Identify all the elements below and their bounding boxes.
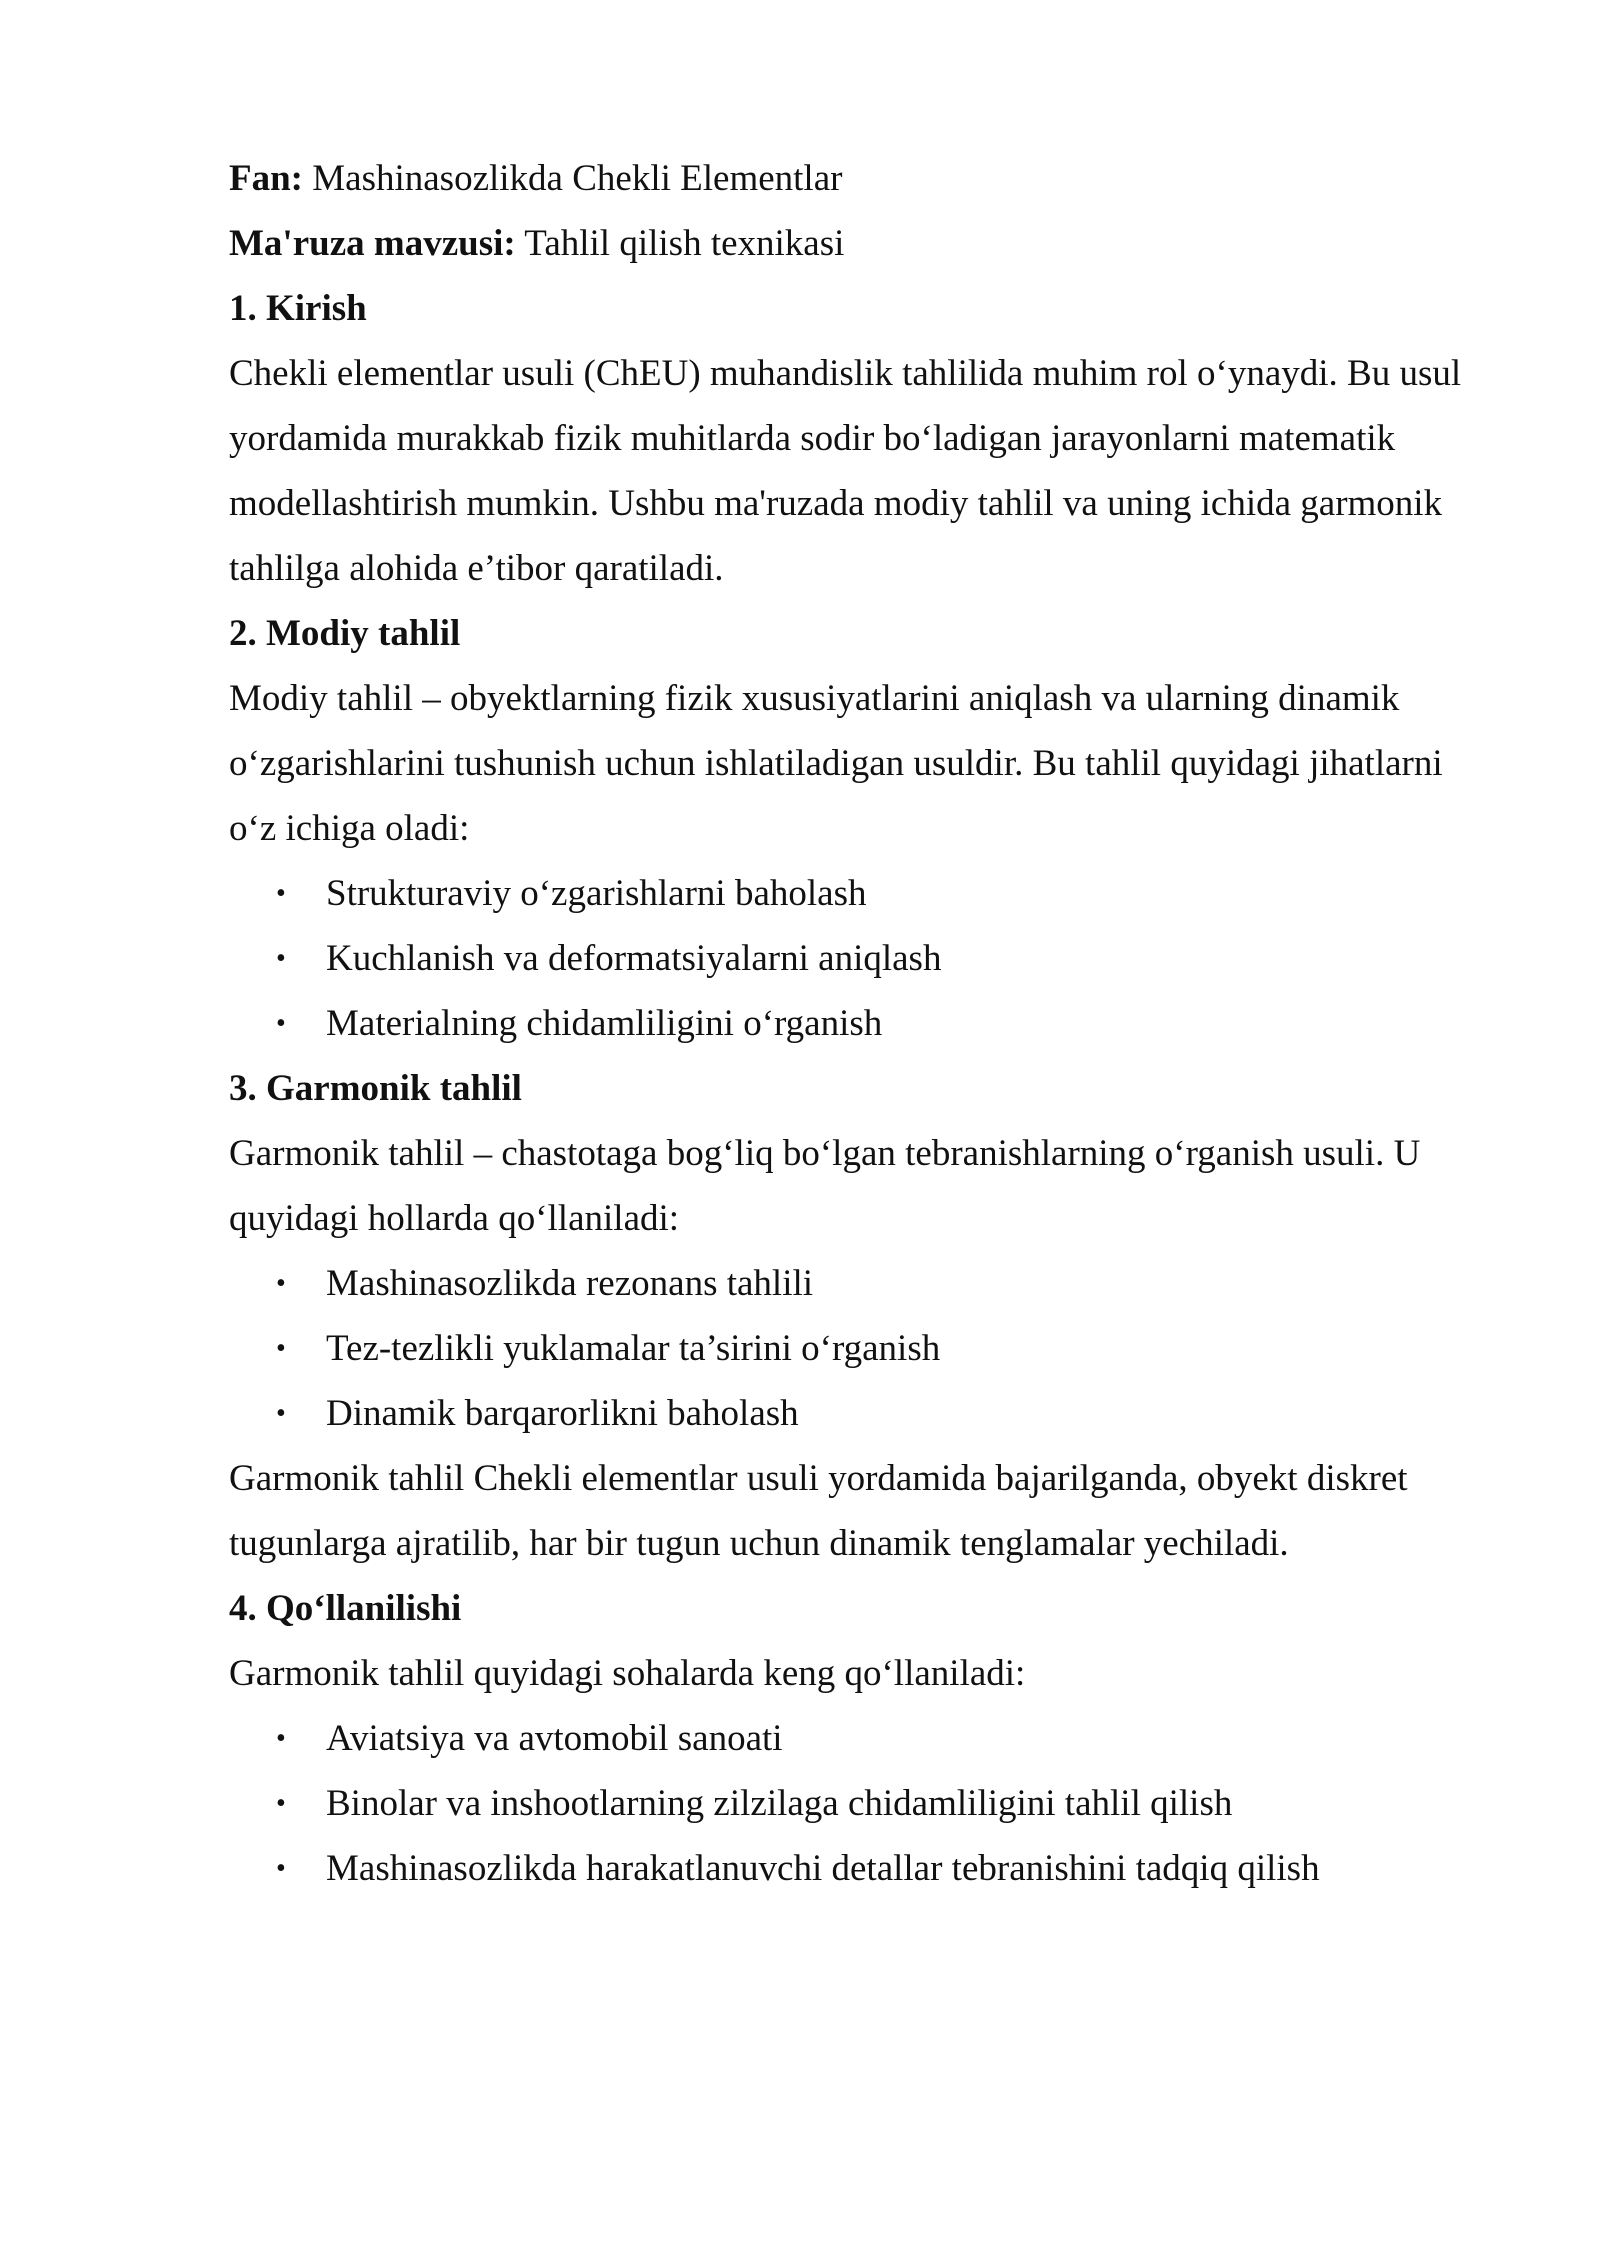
- paragraph-line: o‘zgarishlarini tushunish uchun ishlatiladigan usuldir. Bu tahlil quyidagi jihatlarni: [229, 743, 1443, 784]
- section-heading-modal-analysis: 2. Modiy tahlil: [229, 613, 461, 654]
- list-item-text: Kuchlanish va deformatsiyalarni aniqlash: [326, 938, 942, 979]
- list-item-text: Strukturaviy o‘zgarishlarni baholash: [326, 873, 867, 914]
- list-item: [229, 1706, 1529, 1771]
- list-item-text: Aviatsiya va avtomobil sanoati: [326, 1718, 783, 1759]
- paragraph-line: Modiy tahlil – obyektlarning fizik xususiyatlarini aniqlash va ularning dinamik: [229, 678, 1400, 719]
- list-item-text: Mashinasozlikda harakatlanuvchi detallar tebranishini tadqiq qilish: [326, 1848, 1320, 1889]
- section-paragraph-introduction: [229, 341, 1529, 601]
- list-item: [229, 1316, 1529, 1381]
- section-paragraph-modal-analysis: [229, 666, 1529, 861]
- list-item-text: Binolar va inshootlarning zilzilaga chidamliligini tahlil qilish: [326, 1783, 1233, 1824]
- list-item-text: Dinamik barqarorlikni baholash: [326, 1393, 799, 1434]
- list-item-text: Tez-tezlikli yuklamalar ta’sirini o‘rganish: [326, 1328, 941, 1369]
- paragraph-line: tahlilga alohida e’tibor qaratiladi.: [229, 548, 724, 589]
- topic-line: [229, 211, 1529, 276]
- list-item: [229, 926, 1529, 991]
- paragraph-line: Garmonik tahlil quyidagi sohalarda keng qo‘llaniladi:: [229, 1653, 1026, 1694]
- bullet-list-modal-analysis: [229, 861, 1529, 1056]
- subject-label: Fan:: [229, 158, 303, 199]
- topic-label: Ma'ruza mavzusi:: [229, 223, 516, 264]
- section-paragraph-harmonic-analysis: [229, 1121, 1529, 1251]
- bullet-icon: •: [276, 1853, 286, 1884]
- paragraph-line: modellashtirish mumkin. Ushbu ma'ruzada modiy tahlil va uning ichida garmonik: [229, 483, 1443, 524]
- bullet-icon: •: [276, 1723, 286, 1754]
- paragraph-line: Garmonik tahlil Chekli elementlar usuli yordamida bajarilganda, obyekt diskret: [229, 1458, 1408, 1499]
- bullet-icon: •: [276, 1333, 286, 1364]
- paragraph-line: tugunlarga ajratilib, har bir tugun uchun dinamik tenglamalar yechiladi.: [229, 1523, 1289, 1564]
- section-heading-harmonic-analysis: 3. Garmonik tahlil: [229, 1068, 522, 1109]
- bullet-icon: •: [276, 1398, 286, 1429]
- list-item: [229, 991, 1529, 1056]
- bullet-list-applications: [229, 1706, 1529, 1901]
- document-body: [229, 146, 1529, 1901]
- section-heading-applications: 4. Qo‘llanilishi: [229, 1588, 462, 1629]
- paragraph-line: Chekli elementlar usuli (ChEU) muhandislik tahlilida muhim rol o‘ynaydi. Bu usul: [229, 353, 1462, 394]
- topic-value: Tahlil qilish texnikasi: [524, 223, 845, 264]
- list-item: [229, 861, 1529, 926]
- section-paragraph-applications: [229, 1641, 1529, 1706]
- bullet-icon: •: [276, 1788, 286, 1819]
- section-paragraph-harmonic-conclusion: [229, 1446, 1529, 1576]
- paragraph-line: o‘z ichiga oladi:: [229, 808, 470, 849]
- list-item: [229, 1381, 1529, 1446]
- subject-value: Mashinasozlikda Chekli Elementlar: [312, 158, 843, 199]
- paragraph-line: Garmonik tahlil – chastotaga bog‘liq bo‘lgan tebranishlarning o‘rganish usuli. U: [229, 1133, 1421, 1174]
- bullet-list-harmonic-analysis: [229, 1251, 1529, 1446]
- list-item-text: Materialning chidamliligini o‘rganish: [326, 1003, 883, 1044]
- list-item-text: Mashinasozlikda rezonans tahlili: [326, 1263, 814, 1304]
- paragraph-line: yordamida murakkab fizik muhitlarda sodir bo‘ladigan jarayonlarni matematik: [229, 418, 1396, 459]
- list-item: [229, 1771, 1529, 1836]
- subject-line: [229, 146, 1529, 211]
- list-item: [229, 1836, 1529, 1901]
- bullet-icon: •: [276, 1268, 286, 1299]
- list-item: [229, 1251, 1529, 1316]
- paragraph-line: quyidagi hollarda qo‘llaniladi:: [229, 1198, 680, 1239]
- bullet-icon: •: [276, 1008, 286, 1039]
- section-heading-introduction: 1. Kirish: [229, 288, 367, 329]
- bullet-icon: •: [276, 878, 286, 909]
- bullet-icon: •: [276, 943, 286, 974]
